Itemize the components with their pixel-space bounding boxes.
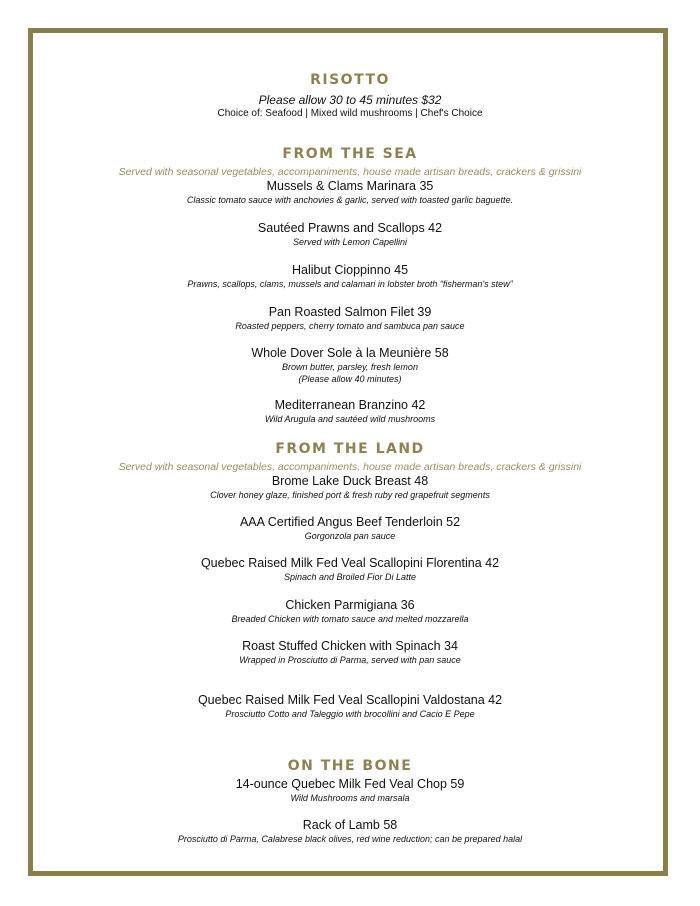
menu-item-desc: Breaded Chicken with tomato sauce and melted mozzarella xyxy=(231,614,469,624)
menu-item-name: 14-ounce Quebec Milk Fed Veal Chop 59 xyxy=(235,777,465,791)
menu-item-desc: Wild Mushrooms and marsala xyxy=(290,793,410,803)
risotto-choice: Choice of: Seafood | Mixed wild mushrooms | Chef's Choice xyxy=(217,108,483,119)
menu-item-desc: Served with Lemon Capellini xyxy=(292,237,408,247)
menu-item-name: Quebec Raised Milk Fed Veal Scallopini Florentina 42 xyxy=(200,556,500,570)
menu-item-name: Quebec Raised Milk Fed Veal Scallopini Valdostana 42 xyxy=(197,693,503,707)
land-heading: FROM THE LAND xyxy=(275,441,425,457)
menu-item-name: Whole Dover Sole à la Meunière 58 xyxy=(251,346,449,360)
menu-item-desc: Spinach and Broiled Fior Di Latte xyxy=(283,572,417,582)
sea-heading: FROM THE SEA xyxy=(282,146,418,162)
bone-heading: ON THE BONE xyxy=(287,758,413,774)
menu-item-desc: Prawns, scallops, clams, mussels and calamari in lobster broth “fisherman's stew” xyxy=(187,279,513,289)
menu-item-desc: Prosciutto Cotto and Taleggio with brocollini and Cacio E Pepe xyxy=(225,709,475,719)
menu-item-name: Chicken Parmigiana 36 xyxy=(285,598,415,612)
sea-subtitle: Served with seasonal vegetables, accompaniments, house made artisan breads, crackers & grissini xyxy=(118,166,582,178)
menu-item-name: Halibut Cioppinno 45 xyxy=(291,263,409,277)
menu-item-name: Pan Roasted Salmon Filet 39 xyxy=(268,305,432,319)
risotto-heading: RISOTTO xyxy=(310,72,390,88)
menu-item-desc: Wild Arugula and sautéed wild mushrooms xyxy=(264,414,436,424)
menu-item-note: (Please allow 40 minutes) xyxy=(298,374,402,384)
menu-item-desc: Brown butter, parsley, fresh lemon xyxy=(282,362,418,372)
menu-item-desc: Gorgonzola pan sauce xyxy=(304,531,396,541)
land-subtitle: Served with seasonal vegetables, accompaniments, house made artisan breads, crackers & grissini xyxy=(118,461,582,473)
risotto-note: Please allow 30 to 45 minutes $32 xyxy=(258,93,442,107)
menu-item-name: Brome Lake Duck Breast 48 xyxy=(271,474,429,488)
menu-item-desc: Prosciutto di Parma, Calabrese black olives, red wine reduction; can be prepared halal xyxy=(177,834,523,844)
menu-item-desc: Classic tomato sauce with anchovies & garlic, served with toasted garlic baguette. xyxy=(186,195,514,205)
menu-item-name: Mussels & Clams Marinara 35 xyxy=(266,179,434,193)
menu-item-name: AAA Certified Angus Beef Tenderloin 52 xyxy=(239,515,461,529)
menu-item-name: Sautéed Prawns and Scallops 42 xyxy=(257,221,443,235)
menu-item-name: Mediterranean Branzino 42 xyxy=(274,398,426,412)
menu-item-desc: Clover honey glaze, finished port & fresh ruby red grapefruit segments xyxy=(210,490,490,500)
menu-item-desc: Wrapped in Prosciutto di Parma, served with pan sauce xyxy=(239,655,461,665)
menu-item-name: Rack of Lamb 58 xyxy=(302,818,398,832)
menu-item-name: Roast Stuffed Chicken with Spinach 34 xyxy=(242,639,458,653)
menu-item-desc: Roasted peppers, cherry tomato and sambuca pan sauce xyxy=(235,321,465,331)
